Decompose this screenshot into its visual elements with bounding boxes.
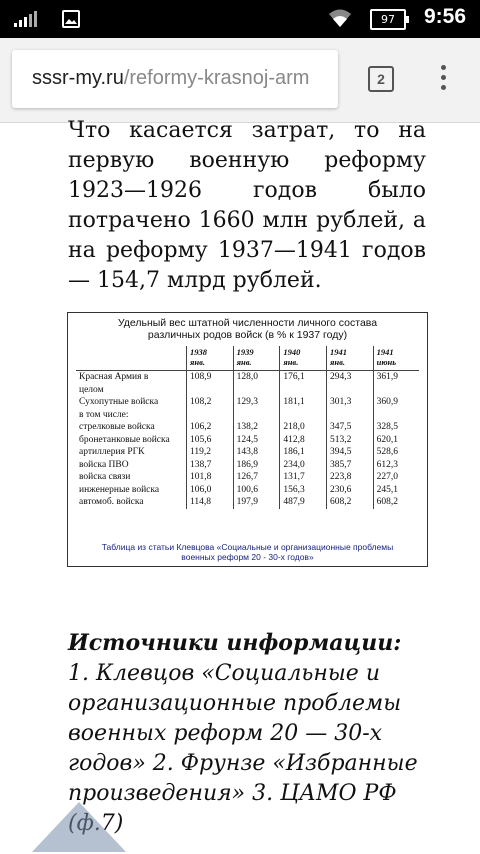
table-cell: 361,9	[373, 371, 419, 384]
table-header-cell: 1940 янв.	[280, 346, 327, 371]
table-cell: 119,2	[187, 446, 234, 459]
data-table	[76, 346, 419, 509]
table-header-row	[76, 346, 419, 371]
figure-title-line1: Удельный вес штатной численности личного состава	[117, 317, 378, 329]
table-cell	[187, 384, 234, 397]
table-cell: 138,7	[187, 459, 234, 472]
table-cell: 143,8	[233, 446, 280, 459]
table-cell: 294,3	[326, 371, 373, 384]
wifi-icon	[328, 8, 352, 28]
table-cell: 131,7	[280, 471, 327, 484]
signal-icon	[14, 11, 40, 27]
table-cell: 360,9	[373, 396, 419, 409]
table-header-blank	[76, 346, 187, 371]
row-label: стрелковые войска	[79, 422, 155, 433]
row-label: целом	[79, 384, 104, 395]
row-label: Красная Армия в	[79, 372, 149, 383]
figure-title-line2: различных родов войск (в % к 1937 году)	[147, 329, 348, 341]
table-row	[76, 396, 419, 409]
table-cell: 101,8	[187, 471, 234, 484]
more-vert-icon[interactable]	[440, 65, 448, 95]
table-cell	[373, 409, 419, 422]
table-cell: 176,1	[280, 371, 327, 384]
table-cell: 347,5	[326, 421, 373, 434]
table-cell: 156,3	[280, 484, 327, 497]
table-cell: 620,1	[373, 434, 419, 447]
status-bar	[0, 0, 480, 38]
table-cell: 124,5	[233, 434, 280, 447]
table-cell: 186,1	[280, 446, 327, 459]
table-cell: 528,6	[373, 446, 419, 459]
table-body	[76, 371, 419, 509]
figure-caption-line1: Таблица из статьи Клевцова «Социальные и организационные проблемы	[101, 542, 394, 552]
table-cell: 138,2	[233, 421, 280, 434]
table-cell: 223,8	[326, 471, 373, 484]
table-row	[76, 459, 419, 472]
table-row	[76, 384, 419, 397]
table-header-cell: 1938 янв.	[187, 346, 234, 371]
row-label: автомоб. войска	[79, 497, 144, 508]
table-cell	[233, 384, 280, 397]
battery-icon: 97	[370, 9, 406, 30]
table-cell	[187, 409, 234, 422]
table-row	[76, 496, 419, 509]
row-label: войска ПВО	[79, 459, 129, 470]
table-cell: 487,9	[280, 496, 327, 509]
url-host: sssr-my.ru	[32, 67, 124, 89]
table-row	[76, 409, 419, 422]
arrow-up-icon[interactable]	[32, 802, 126, 852]
table-cell: 230,6	[326, 484, 373, 497]
table-cell: 197,9	[233, 496, 280, 509]
table-cell: 385,7	[326, 459, 373, 472]
table-cell	[280, 409, 327, 422]
table-image	[67, 312, 428, 567]
table-cell: 129,3	[233, 396, 280, 409]
table-row	[76, 446, 419, 459]
table-cell: 394,5	[326, 446, 373, 459]
table-cell: 328,5	[373, 421, 419, 434]
table-row	[76, 371, 419, 384]
table-row	[76, 434, 419, 447]
table-cell: 227,0	[373, 471, 419, 484]
table-row	[76, 471, 419, 484]
url-text[interactable]	[32, 67, 309, 90]
address-bar[interactable]	[12, 50, 338, 108]
sources-text: 1. Клевцов «Социальные и организационные проблемы военных реформ 20 — 30-х годов» 2. Фрунзе «Избранные произведения» 3. ЦАМО РФ (ф.7)	[68, 661, 418, 836]
table-cell: 181,1	[280, 396, 327, 409]
row-label: артиллерия РГК	[79, 447, 145, 458]
table-cell: 105,6	[187, 434, 234, 447]
table-cell: 245,1	[373, 484, 419, 497]
table-cell: 128,0	[233, 371, 280, 384]
table-header-cell: 1939 янв.	[233, 346, 280, 371]
article-body	[68, 116, 426, 296]
table-cell	[326, 384, 373, 397]
table-cell	[373, 384, 419, 397]
table-cell: 218,0	[280, 421, 327, 434]
table-cell: 612,3	[373, 459, 419, 472]
table-header-cell: 1941 янв.	[326, 346, 373, 371]
table-cell: 108,2	[187, 396, 234, 409]
table-cell: 108,9	[187, 371, 234, 384]
table-cell: 114,8	[187, 496, 234, 509]
figure-title	[68, 317, 427, 341]
tab-switcher-button[interactable]: 2	[368, 66, 394, 92]
row-label: бронетанковые войска	[79, 434, 170, 445]
table-cell: 100,6	[233, 484, 280, 497]
row-label: Сухопутные войска	[79, 397, 159, 408]
table-cell: 608,2	[326, 496, 373, 509]
table-cell: 186,9	[233, 459, 280, 472]
table-row	[76, 484, 419, 497]
table-cell: 234,0	[280, 459, 327, 472]
figure-caption	[68, 542, 427, 562]
table-cell: 106,2	[187, 421, 234, 434]
clock: 9:56	[424, 5, 467, 28]
row-label: в том числе:	[79, 409, 129, 420]
table-cell	[326, 409, 373, 422]
table-header-cell: 1941 июнь	[373, 346, 419, 371]
table-cell: 412,8	[280, 434, 327, 447]
sources-heading: Источники информации:	[68, 630, 402, 656]
table-cell	[280, 384, 327, 397]
table-cell: 126,7	[233, 471, 280, 484]
table-cell: 513,2	[326, 434, 373, 447]
table-cell: 608,2	[373, 496, 419, 509]
url-path: /reformy-krasnoj-arm	[123, 67, 310, 89]
table-row	[76, 421, 419, 434]
table-cell: 301,3	[326, 396, 373, 409]
article-paragraph: Что касается затрат, то на первую военную реформу 1923—1926 годов было потрачено 1660 млн рублей, а на реформу 1937—1941 годов — 154,7 млрд рублей.	[68, 118, 426, 293]
row-label: войска связи	[79, 472, 131, 483]
row-label: инженерные войска	[79, 484, 160, 495]
browser-toolbar	[0, 38, 480, 123]
table-cell: 106,0	[187, 484, 234, 497]
figure-caption-line2: военных реформ 20 - 30-х годов»	[181, 552, 314, 562]
table-cell	[233, 409, 280, 422]
image-icon	[62, 10, 80, 28]
